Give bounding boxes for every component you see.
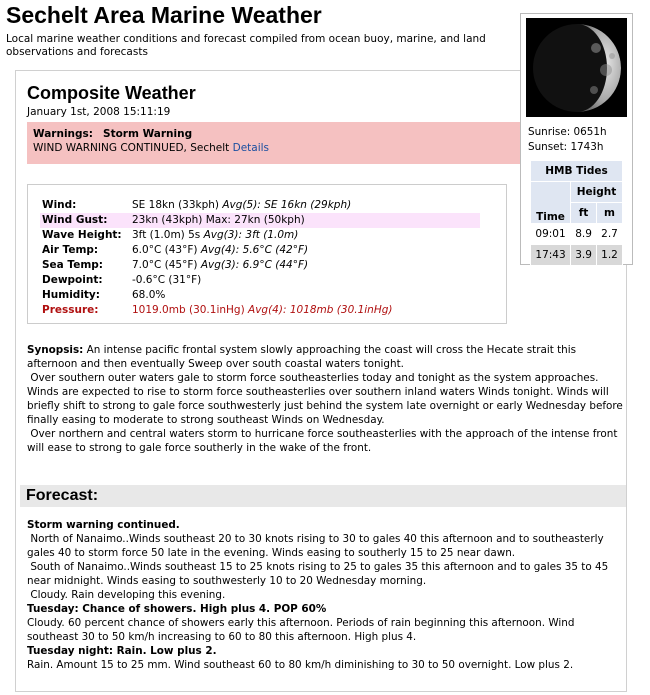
condition-label: Wind Gust: <box>42 214 108 226</box>
tides-title: HMB Tides <box>531 161 623 182</box>
condition-value: 23kn (43kph) Max: 27kn (50kph) <box>132 214 305 226</box>
tides-col-m: m <box>597 203 623 224</box>
condition-row-sea-temp <box>40 258 480 273</box>
sunset-time: Sunset: 1743h <box>528 141 604 153</box>
tide-row <box>531 224 623 245</box>
forecast-subheading: Tuesday night: Rain. Low plus 2. <box>27 645 217 657</box>
condition-label: Dewpoint: <box>42 274 103 286</box>
synopsis-paragraph: An intense pacific frontal system slowly approaching the coast will cross the Hecate strait this afternoon and then eventually Sweep over south coastal waters tonight. <box>27 344 577 370</box>
condition-value: 6.0°C (43°F) Avg(4): 5.6°C (42°F) <box>132 244 309 256</box>
tide-height-m: 2.7 <box>597 224 623 245</box>
site-subtitle: Local marine weather conditions and forecast compiled from ocean buoy, marine, and land observations and forecasts <box>6 33 486 58</box>
warning-type: Storm Warning <box>103 128 193 140</box>
tides-col-ft: ft <box>571 203 597 224</box>
tides-col-time: Time <box>531 182 571 224</box>
tide-height-m: 1.2 <box>597 245 623 266</box>
tides-col-height: Height <box>571 182 623 203</box>
warning-message: WIND WARNING CONTINUED, Sechelt <box>33 142 230 154</box>
synopsis-section <box>27 343 623 455</box>
tides-table <box>530 160 623 266</box>
warnings-label: Warnings: <box>33 128 93 140</box>
tide-height-ft: 8.9 <box>571 224 597 245</box>
condition-value: 3ft (1.0m) 5s Avg(3): 3ft (1.0m) <box>132 229 299 241</box>
condition-label: Wind: <box>42 199 77 211</box>
site-title: Sechelt Area Marine Weather <box>6 2 322 28</box>
condition-label: Air Temp: <box>42 244 99 256</box>
condition-label: Wave Height: <box>42 229 122 241</box>
forecast-heading: Forecast: <box>20 485 626 507</box>
synopsis-label: Synopsis: <box>27 344 84 356</box>
forecast-section <box>27 518 623 672</box>
sunrise-time: Sunrise: 0651h <box>528 126 607 138</box>
tide-time: 09:01 <box>531 224 571 245</box>
condition-row-pressure <box>40 303 480 318</box>
condition-value: 68.0% <box>132 289 166 301</box>
condition-value: SE 18kn (33kph) Avg(5): SE 16kn (29kph) <box>132 199 352 211</box>
condition-label: Sea Temp: <box>42 259 103 271</box>
forecast-paragraph: Cloudy. Rain developing this evening. <box>30 589 226 601</box>
composite-date: January 1st, 2008 15:11:19 <box>27 106 171 118</box>
forecast-paragraph: Cloudy. 60 percent chance of showers early this afternoon. Periods of rain beginning this afternoon. Wind southeast 30 to 50 km/h increasing to 60 to 80 this afternoon. High plus 4. <box>27 617 575 643</box>
condition-label: Pressure: <box>42 304 99 316</box>
forecast-subheading: Tuesday: Chance of showers. High plus 4. POP 60% <box>27 603 327 615</box>
condition-row-air-temp <box>40 243 480 258</box>
moon-icon <box>526 18 627 117</box>
forecast-paragraph: Rain. Amount 15 to 25 mm. Wind southeast 60 to 80 km/h diminishing to 30 to 50 overnight. Low plus 2. <box>27 659 574 671</box>
condition-value: -0.6°C (31°F) <box>132 274 202 286</box>
condition-row-wave-height <box>40 228 480 243</box>
forecast-paragraph: South of Nanaimo..Winds southeast 15 to 25 knots rising to 25 to gales 35 this afternoon and to gales 35 to 45 near midnight. Winds easing to southwesterly 10 to 20 Wednesday morning. <box>27 561 609 587</box>
tide-time: 17:43 <box>531 245 571 266</box>
synopsis-paragraph: Over northern and central waters storm to hurricane force southeasterlies with the approach of the intense front will ease to strong to gale force southerly in the wake of the front. <box>27 428 618 454</box>
warning-details-link[interactable]: Details <box>232 142 270 154</box>
condition-value: 7.0°C (45°F) Avg(3): 6.9°C (44°F) <box>132 259 309 271</box>
condition-row-humidity <box>40 288 480 303</box>
synopsis-paragraph: Over southern outer waters gale to storm force southeasterlies today and tonight as the system approaches. Winds are expected to rise to storm force southeasterlies over southern inland waters Winds tonight. Winds will briefly shift to strong to gale force southwesterly just behind the system late overnight or early Wednesday before finally easing to moderate to strong southeast Winds on Wednesday. <box>27 372 623 426</box>
condition-label: Humidity: <box>42 289 100 301</box>
condition-row-wind <box>40 198 480 213</box>
tide-row <box>531 245 623 266</box>
composite-title: Composite Weather <box>27 83 196 103</box>
condition-row-wind-gust <box>40 213 480 228</box>
condition-row-dewpoint <box>40 273 480 288</box>
forecast-subheading: Storm warning continued. <box>27 519 180 531</box>
tide-height-ft: 3.9 <box>571 245 597 266</box>
moon-phase-image <box>526 18 627 117</box>
forecast-paragraph: North of Nanaimo..Winds southeast 20 to 30 knots rising to 30 to gales 40 this afternoon and to southeasterly gales 40 to storm force 50 late in the evening. Winds easing to southerly 15 to 25 near dawn. <box>27 533 604 559</box>
condition-value: 1019.0mb (30.1inHg) Avg(4): 1018mb (30.1inHg) <box>132 304 393 316</box>
